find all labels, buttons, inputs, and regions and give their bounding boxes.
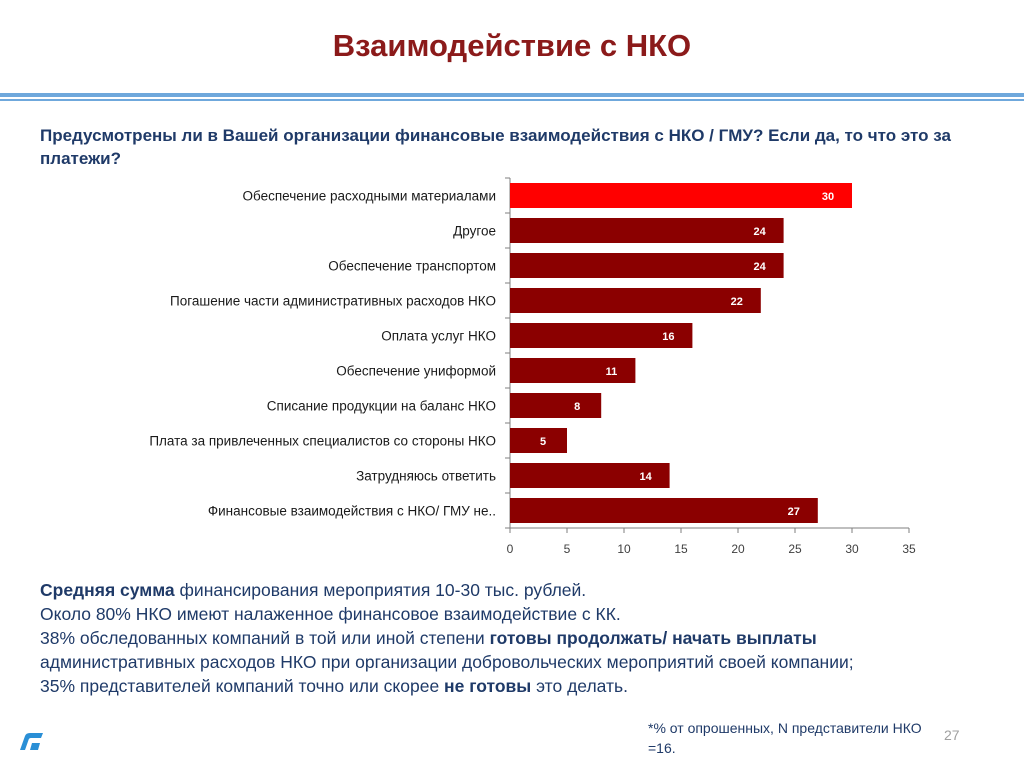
bar-value-label: 5 <box>539 436 547 448</box>
category-label: Обеспечение транспортом <box>328 258 496 274</box>
bar <box>510 428 567 453</box>
page-title: Взаимодействие с НКО <box>332 28 692 63</box>
category-label: Погашение части административных расходов НКО <box>170 293 496 309</box>
category-label: Плата за привлеченных специалистов со стороны НКО <box>149 433 496 449</box>
x-tick-label: 5 <box>563 542 571 556</box>
bar <box>510 498 818 523</box>
x-tick-label: 0 <box>506 542 514 556</box>
bar <box>510 218 784 243</box>
category-label: Обеспечение расходными материалами <box>242 188 496 204</box>
x-tick-label: 30 <box>845 542 859 556</box>
bar-value-label: 16 <box>662 331 675 343</box>
x-tick-label: 25 <box>788 542 802 556</box>
bar <box>510 393 601 418</box>
x-tick-label: 10 <box>617 542 631 556</box>
bar-value-label: 14 <box>639 471 652 483</box>
bar-value-label: 24 <box>753 226 766 238</box>
x-tick-label: 20 <box>731 542 745 556</box>
bar <box>510 288 761 313</box>
bar-value-label: 11 <box>605 366 618 378</box>
footnote: *% от опрошенных, N представители НКО =16. <box>648 720 922 756</box>
summary-line-4: административных расходов НКО при организации добровольческих мероприятий своей компании; <box>40 652 854 672</box>
summary-line-5: 35% представителей компаний точно или скорее не готовы это делать. <box>40 676 629 696</box>
survey-question: Предусмотрены ли в Вашей организации финансовые взаимодействия с НКО / ГМУ? Если да, то что это за платежи? <box>40 126 951 168</box>
bar <box>510 183 852 208</box>
x-tick-label: 15 <box>674 542 688 556</box>
category-label: Другое <box>453 223 496 239</box>
category-label: Обеспечение униформой <box>336 363 496 379</box>
category-label: Финансовые взаимодействия с НКО/ ГМУ не.. <box>207 503 496 519</box>
bar-value-label: 24 <box>753 261 766 273</box>
x-tick-label: 35 <box>902 542 916 556</box>
summary-line-2: Около 80% НКО имеют налаженное финансовое взаимодействие с КК. <box>40 604 621 624</box>
company-logo-icon <box>16 730 46 754</box>
category-label: Оплата услуг НКО <box>381 328 496 344</box>
page-number: 27 <box>944 727 960 743</box>
category-label: Затрудняюсь ответить <box>356 468 496 484</box>
summary-line-3: 38% обследованных компаний в той или иной степени готовы продолжать/ начать выплаты <box>40 628 817 648</box>
bar <box>510 253 784 278</box>
category-label: Списание продукции на баланс НКО <box>266 398 496 414</box>
bar-value-label: 30 <box>821 191 835 203</box>
bar-value-label: 22 <box>730 296 743 308</box>
bar-value-label: 8 <box>574 401 581 413</box>
summary-text <box>40 578 1000 698</box>
bar-value-label: 27 <box>787 506 800 518</box>
summary-line-1: Средняя сумма финансирования мероприятия 10-30 тыс. рублей. <box>40 580 587 600</box>
